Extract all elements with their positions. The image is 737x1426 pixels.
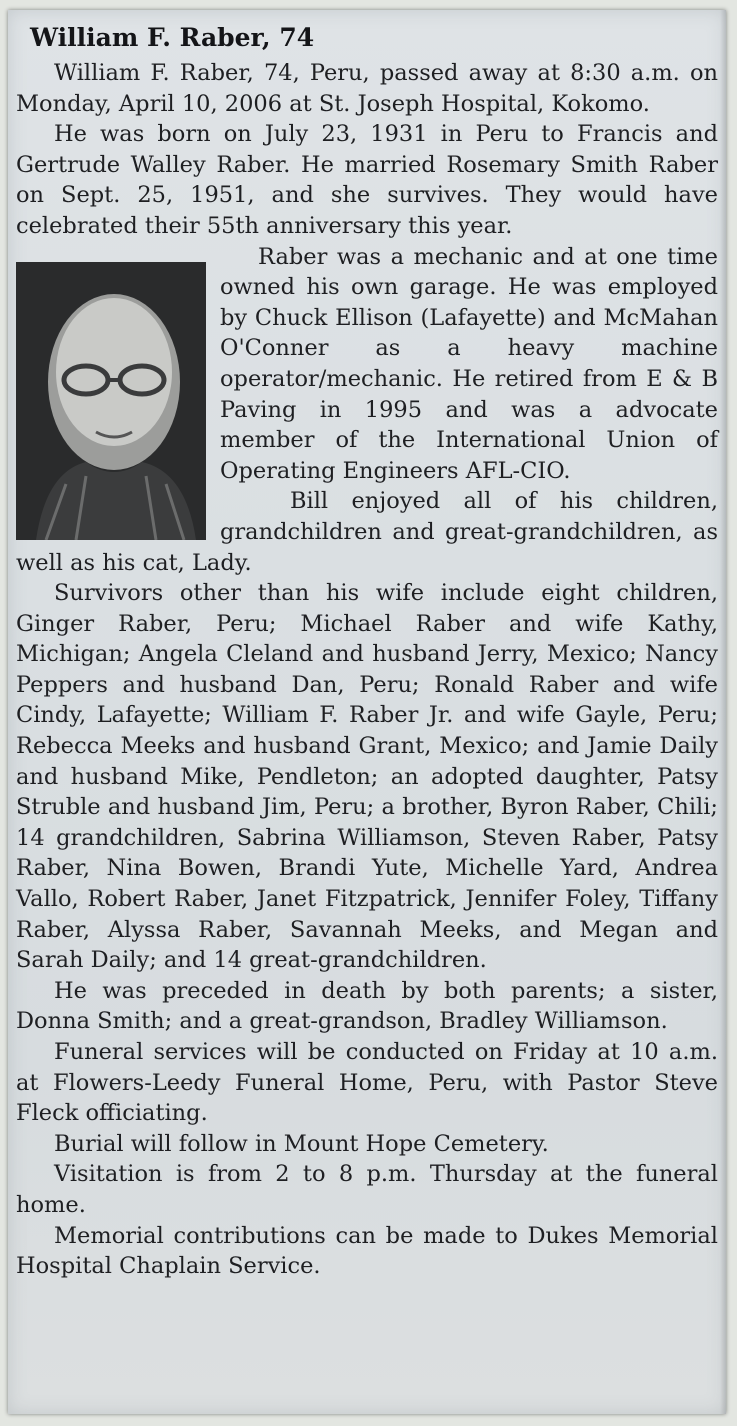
- obituary-headline: William F. Raber, 74: [30, 23, 315, 52]
- paragraph-death-notice: William F. Raber, 74, Peru, passed away at 8:30 a.m. on Monday, April 10, 2006 at St. Joseph Hospital, Kokomo.: [16, 60, 718, 117]
- portrait-image: [16, 262, 206, 540]
- paragraph-burial: Burial will follow in Mount Hope Cemetery.: [54, 1130, 549, 1157]
- obituary-article: [16, 16, 718, 1282]
- paragraph-funeral: Funeral services will be conducted on Friday at 10 a.m. at Flowers-Leedy Funeral Home, Peru, with Pastor Steve Fleck officiating.: [16, 1039, 718, 1127]
- paragraph-preceded: He was preceded in death by both parents; a sister, Donna Smith; and a great-grandson, Bradley Williamson.: [16, 977, 718, 1035]
- newspaper-clipping: [8, 10, 726, 1414]
- page-fold-shadow: [720, 10, 726, 1414]
- portrait-photo: [16, 262, 206, 540]
- paragraph-visitation: Visitation is from 2 to 8 p.m. Thursday at the funeral home.: [16, 1161, 718, 1218]
- paragraph-birth-marriage: He was born on July 23, 1931 in Peru to Francis and Gertrude Walley Raber. He married Rosemary Smith Raber on Sept. 25, 1951, and she survives. They would have celebrated their 55th anniversary this year.: [16, 121, 718, 239]
- paragraph-memorial: Memorial contributions can be made to Dukes Memorial Hospital Chaplain Service.: [16, 1222, 718, 1280]
- paragraph-survivors: Survivors other than his wife include eight children, Ginger Raber, Peru; Michael Raber and wife Kathy, Michigan; Angela Cleland and husband Jerry, Mexico; Nancy Peppers and husband Dan, Peru; Ronald Raber and wife Cindy, Lafayette; William F. Raber Jr. and wife Gayle, Peru; Rebecca Meeks and husband Grant, Mexico; and Jamie Daily and husband Mike, Pendleton; an adopted daughter, Patsy Struble and husband Jim, Peru; a brother, Byron Raber, Chili; 14 grandchildren, Sabrina Williamson, Steven Raber, Patsy Raber, Nina Bowen, Brandi Yute, Michelle Yard, Andrea Vallo, Robert Raber, Janet Fitzpatrick, Jennifer Foley, Tiffany Raber, Alyssa Raber, Savannah Meeks, and Megan and Sarah Daily; and 14 great-grandchildren.: [16, 580, 718, 974]
- paragraph-career: Raber was a mechanic and at one time owned his own garage. He was employed by Chuck Ellison (Lafayette) and McMahan O'Conner as a heavy machine operator/mechanic. He retired from E & B Paving in 1995 and was a advocate member of the International Union of Operating Engineers AFL-CIO.: [220, 243, 718, 484]
- paragraph-hobbies: Bill enjoyed all of his children, grandchildren and great-grandchildren, as well as his cat, Lady.: [16, 488, 718, 576]
